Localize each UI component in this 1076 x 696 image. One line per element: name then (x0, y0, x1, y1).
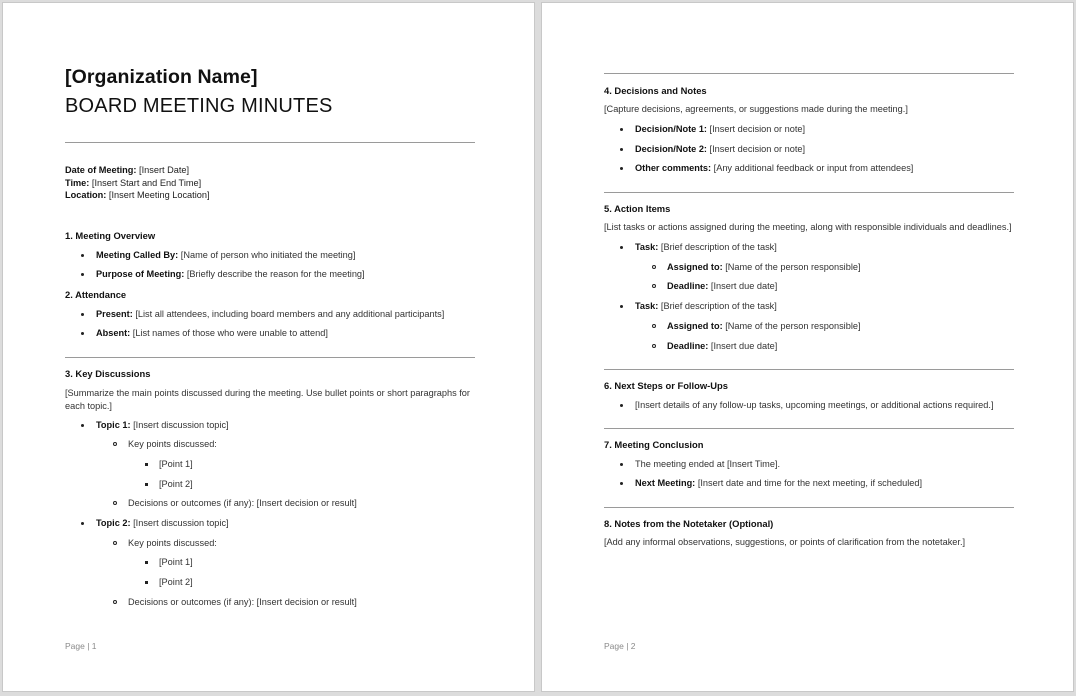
assigned-value: [Name of the person responsible] (725, 262, 861, 272)
document-title[interactable]: BOARD MEETING MINUTES (65, 95, 333, 117)
task-label: Task: (635, 301, 659, 311)
document-page-2 (541, 2, 1074, 692)
organization-name[interactable]: [Organization Name] (65, 66, 258, 88)
task-label: Task: (635, 242, 659, 252)
section-heading-notetaker-notes: 8. Notes from the Notetaker (Optional) (604, 518, 774, 529)
section-heading-decisions-notes: 4. Decisions and Notes (604, 85, 707, 96)
page-number-footer: Page | 1 (65, 641, 97, 651)
list-item[interactable] (652, 320, 861, 332)
list-item[interactable]: [Point 1] (145, 556, 193, 568)
list-item[interactable] (620, 123, 805, 135)
meeting-location[interactable] (65, 189, 210, 201)
item-value: [Insert decision or note] (709, 124, 806, 134)
divider (604, 73, 1014, 74)
assigned-label: Assigned to: (667, 321, 723, 331)
assigned-value: [Name of the person responsible] (725, 321, 861, 331)
meeting-time[interactable] (65, 177, 201, 189)
section-intro[interactable]: [List tasks or actions assigned during the meeting, along with responsible individuals and deadlines.] (604, 222, 1012, 232)
next-meeting-value: [Insert date and time for the next meeting, if scheduled] (697, 478, 923, 488)
section-heading-meeting-overview: 1. Meeting Overview (65, 230, 156, 241)
meeting-location-label: Location: (65, 190, 107, 200)
list-item[interactable] (81, 517, 229, 529)
list-item[interactable]: The meeting ended at [Insert Time]. (620, 458, 780, 470)
item-label: Decision/Note 2: (635, 144, 707, 154)
meeting-date-value: [Insert Date] (139, 165, 190, 175)
item-label: Purpose of Meeting: (96, 269, 185, 279)
section-intro[interactable]: [Capture decisions, agreements, or suggestions made during the meeting.] (604, 104, 908, 114)
topic-label: Topic 1: (96, 420, 131, 430)
list-item[interactable] (652, 280, 777, 292)
item-value: [List all attendees, including board members and any additional participants] (135, 309, 445, 319)
deadline-label: Deadline: (667, 341, 709, 351)
list-item[interactable] (652, 340, 777, 352)
section-heading-action-items: 5. Action Items (604, 203, 671, 214)
topic-value: [Insert discussion topic] (133, 518, 229, 528)
deadline-value: [Insert due date] (710, 281, 778, 291)
page-number-footer: Page | 2 (604, 641, 636, 651)
list-item[interactable] (620, 143, 805, 155)
list-item[interactable] (81, 268, 365, 280)
list-item[interactable] (620, 241, 777, 253)
divider (604, 507, 1014, 508)
item-value: [Insert decision or note] (709, 144, 806, 154)
topic-label: Topic 2: (96, 518, 131, 528)
task-value: [Brief description of the task] (660, 242, 777, 252)
topic-value: [Insert discussion topic] (133, 420, 229, 430)
divider (65, 142, 475, 143)
list-item[interactable]: Key points discussed: (113, 438, 217, 450)
item-value: [Any additional feedback or input from attendees] (713, 163, 914, 173)
assigned-label: Assigned to: (667, 262, 723, 272)
section-heading-key-discussions: 3. Key Discussions (65, 368, 151, 379)
item-label: Other comments: (635, 163, 712, 173)
divider (65, 357, 475, 358)
section-heading-attendance: 2. Attendance (65, 289, 127, 300)
list-item[interactable]: Decisions or outcomes (if any): [Insert decision or result] (113, 497, 357, 509)
item-label: Present: (96, 309, 133, 319)
section-heading-next-steps: 6. Next Steps or Follow-Ups (604, 380, 728, 391)
list-item[interactable] (81, 308, 444, 320)
divider (604, 369, 1014, 370)
item-value: [List names of those who were unable to attend] (132, 328, 328, 338)
list-item[interactable] (620, 477, 922, 489)
list-item[interactable]: [Point 1] (145, 458, 193, 470)
list-item[interactable] (81, 327, 328, 339)
deadline-label: Deadline: (667, 281, 709, 291)
list-item[interactable]: Key points discussed: (113, 537, 217, 549)
section-intro[interactable]: [Summarize the main points discussed during the meeting. Use bullet points or short paragraphs for each topic.] (65, 388, 470, 411)
meeting-time-label: Time: (65, 178, 90, 188)
list-item[interactable] (620, 300, 777, 312)
item-value: [Briefly describe the reason for the meeting] (186, 269, 365, 279)
document-page-1 (2, 2, 535, 692)
item-value: [Name of person who initiated the meeting] (180, 250, 356, 260)
item-label: Meeting Called By: (96, 250, 179, 260)
task-value: [Brief description of the task] (660, 301, 777, 311)
section-heading-meeting-conclusion: 7. Meeting Conclusion (604, 439, 704, 450)
divider (604, 192, 1014, 193)
meeting-location-value: [Insert Meeting Location] (108, 190, 210, 200)
list-item[interactable] (81, 419, 229, 431)
list-item[interactable]: Decisions or outcomes (if any): [Insert decision or result] (113, 596, 357, 608)
list-item[interactable]: [Insert details of any follow-up tasks, upcoming meetings, or additional actions required.] (620, 399, 994, 411)
section-intro[interactable]: [Add any informal observations, suggestions, or points of clarification from the notetaker.] (604, 537, 966, 547)
next-meeting-label: Next Meeting: (635, 478, 696, 488)
list-item[interactable]: [Point 2] (145, 576, 193, 588)
list-item[interactable]: [Point 2] (145, 478, 193, 490)
meeting-time-value: [Insert Start and End Time] (91, 178, 202, 188)
meeting-date[interactable] (65, 164, 189, 176)
list-item[interactable] (652, 261, 861, 273)
list-item[interactable] (81, 249, 355, 261)
list-item[interactable] (620, 162, 913, 174)
deadline-value: [Insert due date] (710, 341, 778, 351)
meeting-date-label: Date of Meeting: (65, 165, 137, 175)
item-label: Absent: (96, 328, 131, 338)
item-label: Decision/Note 1: (635, 124, 707, 134)
divider (604, 428, 1014, 429)
